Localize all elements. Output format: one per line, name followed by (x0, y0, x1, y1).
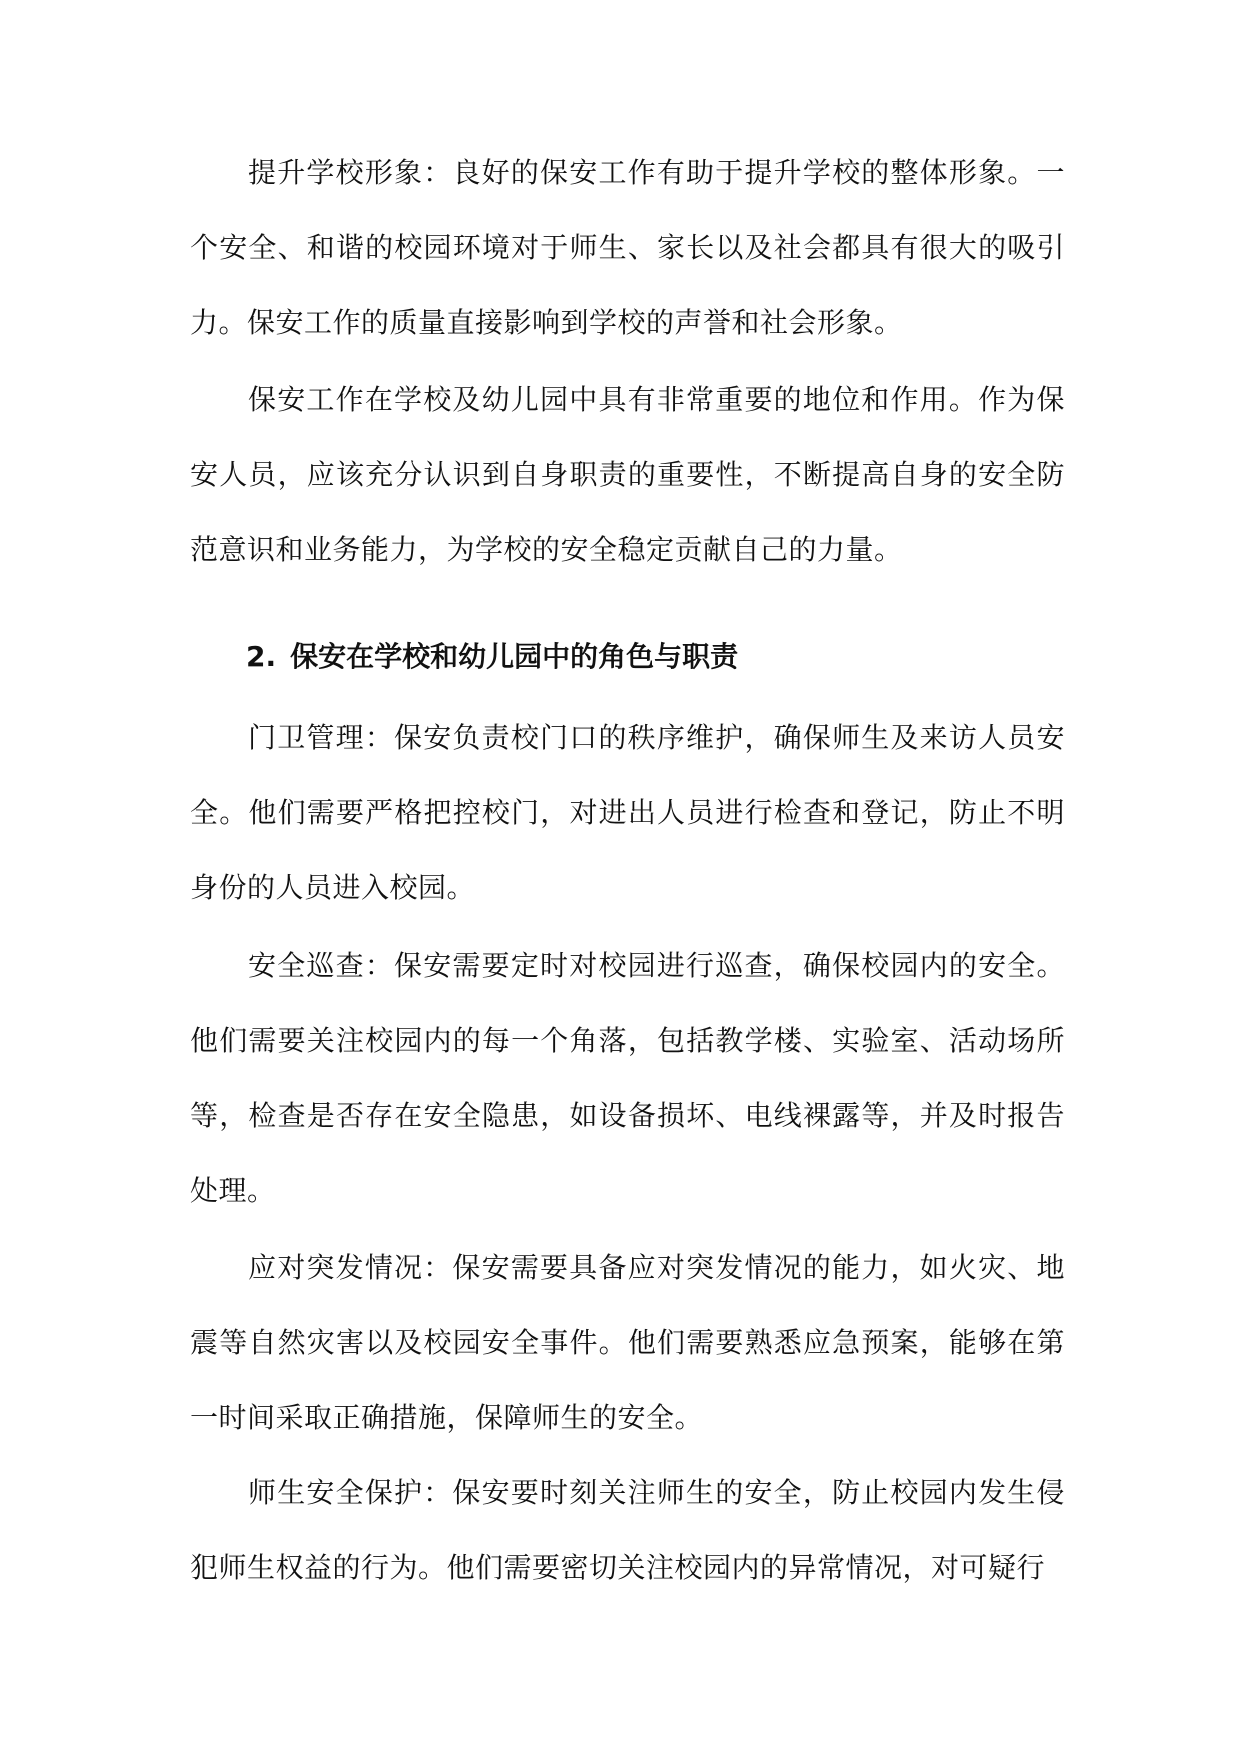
paragraph-security-importance: 保安工作在学校及幼儿园中具有非常重要的地位和作用。作为保安人员，应该充分认识到自身职责的重要性，不断提高自身的安全防范意识和业务能力，为学校的安全稳定贡献自己的力量。 (190, 383, 1065, 566)
paragraph-school-image: 提升学校形象：良好的保安工作有助于提升学校的整体形象。一个安全、和谐的校园环境对于师生、家长以及社会都具有很大的吸引力。保安工作的质量直接影响到学校的声誉和社会形象。 (190, 156, 1065, 339)
section-heading (246, 632, 738, 682)
paragraph-student-protection: 师生安全保护：保安要时刻关注师生的安全，防止校园内发生侵犯师生权益的行为。他们需要密切关注校园内的异常情况，对可疑行 (190, 1476, 1065, 1584)
section-number: 2. (246, 640, 277, 673)
paragraph-emergency-response: 应对突发情况：保安需要具备应对突发情况的能力，如火灾、地震等自然灾害以及校园安全事件。他们需要熟悉应急预案，能够在第一时间采取正确措施，保障师生的安全。 (190, 1251, 1065, 1434)
section-title: 保安在学校和幼儿园中的角色与职责 (290, 640, 739, 673)
paragraph-gate-management: 门卫管理：保安负责校门口的秩序维护，确保师生及来访人员安全。他们需要严格把控校门，对进出人员进行检查和登记，防止不明身份的人员进入校园。 (190, 721, 1065, 904)
paragraph-safety-patrol: 安全巡查：保安需要定时对校园进行巡查，确保校园内的安全。他们需要关注校园内的每一个角落，包括教学楼、实验室、活动场所等，检查是否存在安全隐患，如设备损坏、电线裸露等，并及时报告处理。 (190, 949, 1065, 1207)
